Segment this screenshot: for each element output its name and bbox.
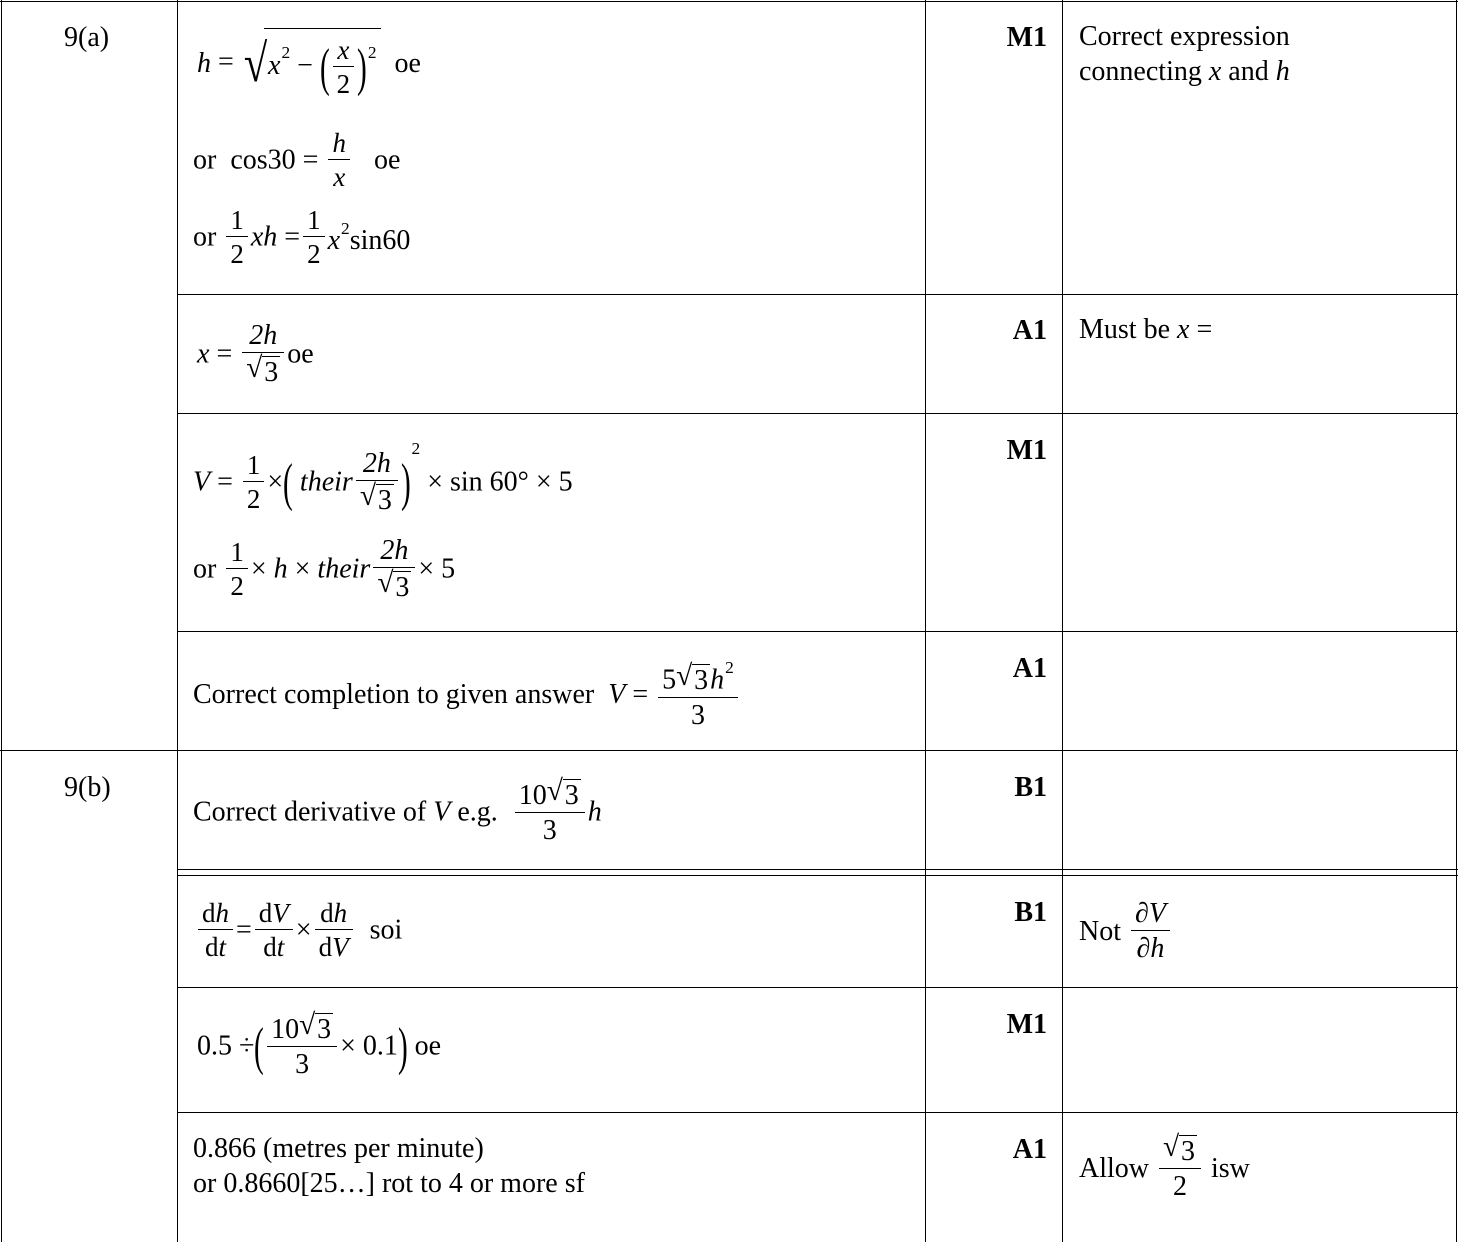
formula: $\frac{dh}{dt}$ = $\frac{dV}{dt}$ × $\frac{dh}{dV}$ soi — [195, 898, 402, 963]
rule — [178, 631, 1458, 632]
rule-top — [0, 1, 1458, 2]
fraction: √ $\frac{3}{2}$ — [1159, 1134, 1201, 1203]
rule-v — [1062, 0, 1063, 1242]
formula: 0.5 ÷( $\frac{10√ 3}{3}$ × 0.1) oe — [197, 1012, 441, 1081]
rule — [178, 875, 1458, 876]
rule — [178, 1112, 1458, 1113]
guidance-note: Correct expression connecting x and h — [1079, 21, 1290, 87]
rule-v — [925, 0, 926, 1242]
partial-derivative: $\frac{\partial V}{\partial h}$ — [1131, 898, 1170, 965]
mark-code: B1 — [1014, 772, 1047, 803]
formula: or $\frac{1}{2}$ × h × their 2h √ 3 × 5 — [193, 535, 455, 604]
mark-code: M1 — [1006, 1009, 1047, 1040]
guidance-note: Allow √ $\frac{3}{2}$ isw — [1079, 1134, 1250, 1203]
rule — [178, 987, 1458, 988]
guidance-note: Must be x = — [1079, 314, 1213, 345]
mark-code: A1 — [1012, 653, 1047, 684]
question-label: 9(b) — [64, 772, 111, 803]
mark-code: M1 — [1006, 435, 1047, 466]
answer-text: 0.866 (metres per minute) or 0.8660[25…] rot to 4 or more sf — [193, 1133, 585, 1199]
formula: V = $\frac{1}{2}$ ×( their 2h √ 3 )$^2$ × sin 60° × 5 — [193, 440, 573, 517]
formula: or $\frac{1}{2}$ xh = $\frac{1}{2}$ $x^2\sin 60$ — [193, 205, 411, 270]
rule — [0, 750, 1458, 751]
formula: or cos30 = $\frac{h}{x}$ oe — [193, 128, 401, 193]
rule — [178, 869, 1458, 870]
rule-v — [1, 0, 2, 1242]
mark-code: A1 — [1012, 1134, 1047, 1165]
formula: Correct derivative of V e.g. $\frac{10√ 3}{3}$ h — [193, 778, 602, 847]
mark-code: A1 — [1012, 315, 1047, 346]
question-label: 9(a) — [64, 22, 110, 53]
formula: $h = √x^2$ − ( $\frac{x}{2}$ )$^2$ oe — [197, 28, 421, 100]
guidance-note: Not $\frac{\partial V}{\partial h}$ — [1079, 898, 1173, 965]
mark-code: B1 — [1014, 897, 1047, 928]
formula: x = 2h √ 3 oe — [197, 320, 314, 389]
rule-v — [177, 0, 178, 1242]
mark-code: M1 — [1006, 22, 1047, 53]
formula: Correct completion to given answer V = $\frac{5√ 3h^2}{3}$ — [193, 658, 741, 732]
rule-v — [1456, 0, 1457, 1242]
rule — [178, 294, 1458, 295]
rule — [178, 413, 1458, 414]
